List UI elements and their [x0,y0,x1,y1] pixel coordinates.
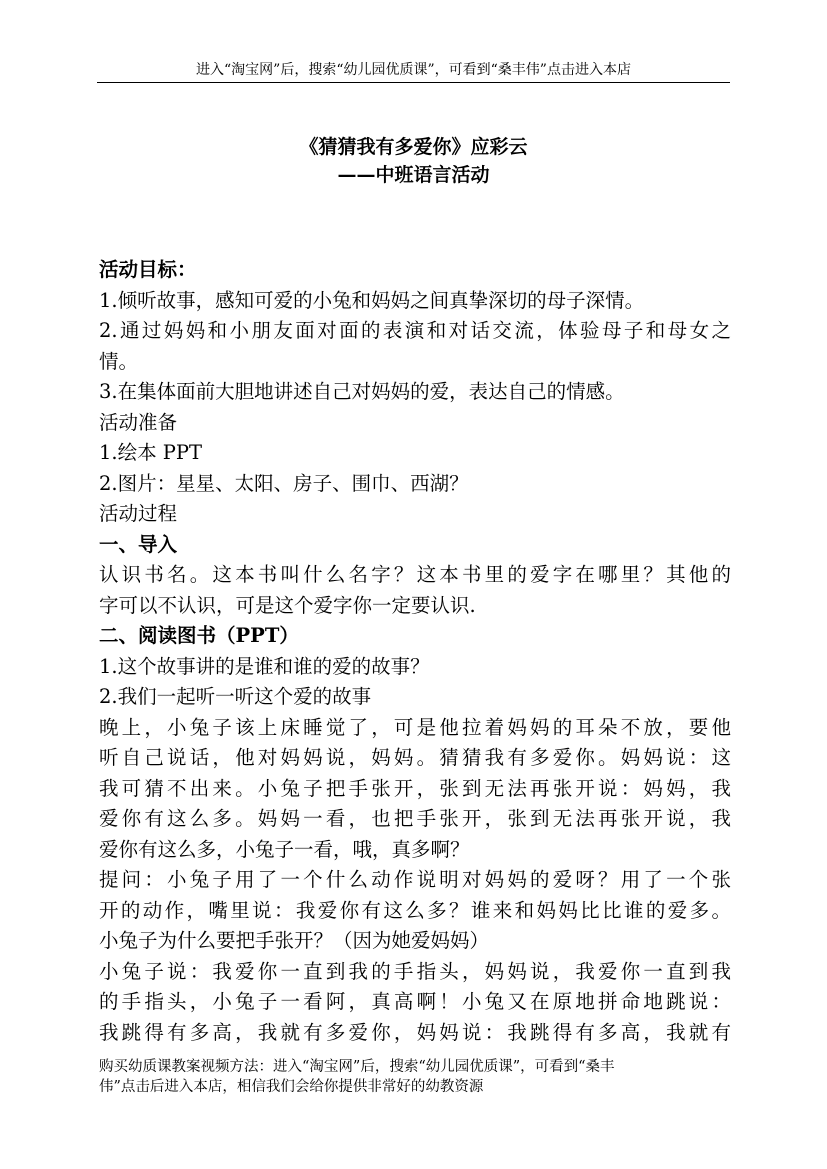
prep-item-2: 2.图片：星星、太阳、房子、围巾、西湖？ [99,471,469,495]
paragraph-line: 认识书名。这本书叫什么名字？这本书里的爱字在哪里？其他的 [99,563,731,586]
page-footer [99,1057,731,1097]
reading-item-2: 2.我们一起听一听这个爱的故事 [99,685,372,708]
title-subtitle: ——中班语言活动 [337,164,490,186]
story-line: 爱你有这么多。妈妈一看，也把手张开，张到无法再张开说，我 [99,807,731,830]
page-header [97,60,730,83]
question-line: 小兔子为什么要把手张开？（因为她爱妈妈） [99,929,490,952]
goal-item-3: 3.在集体面前大胆地讲述自己对妈妈的爱，表达自己的情感。 [99,380,625,403]
prep-item-1: 1.绘本 PPT [99,441,203,464]
story-line: 我跳得有多高，我就有多爱你，妈妈说：我跳得有多高，我就有 [99,1020,731,1044]
paragraph-line: 字可以不认识，可是这个爱字你一定要认识. [99,593,476,617]
title-main: 《猜猜我有多爱你》应彩云 [299,136,528,158]
story-line: 的手指头，小兔子一看阿，真高啊！小兔又在原地拼命地跳说： [99,990,731,1013]
reading-item-1: 1.这个故事讲的是谁和谁的爱的故事？ [99,654,430,678]
story-line: 晚上，小兔子该上床睡觉了，可是他拉着妈妈的耳朵不放，要他 [99,715,731,739]
section-heading-process: 活动过程 [99,502,178,525]
footer-line-2: 伟”点击后进入本店，相信我们会给你提供非常好的幼教资源 [99,1079,484,1095]
goal-item-2: 2.通过妈妈和小朋友面对面的表演和对话交流，体验母子和母女之 [99,319,731,342]
header-text: 进入“淘宝网”后，搜索“幼儿园优质课”，可看到“桑丰伟”点击进入本店 [196,62,631,78]
story-line: 我可猜不出来。小兔子把手张开，张到无法再张开说：妈妈，我 [99,776,731,800]
step-heading-reading: 二、阅读图书（PPT） [99,624,299,647]
story-line: 听自己说话，他对妈妈说，妈妈。猜猜我有多爱你。妈妈说：这 [99,746,731,769]
step-heading-intro: 一、导入 [99,532,178,556]
story-line: 爱你有这么多，小兔子一看，哦，真多啊？ [99,837,470,861]
goal-item-1: 1.倾听故事，感知可爱的小兔和妈妈之间真挚深切的母子深情。 [99,288,645,312]
section-heading-goals: 活动目标： [99,258,197,281]
question-line: 提问：小兔子用了一个什么动作说明对妈妈的爱呀？用了一个张 [99,868,731,891]
footer-line-1: 购买幼质课教案视频方法：进入“淘宝网”后，搜索“幼儿园优质课”，可看到“桑丰 [99,1059,615,1075]
goal-item-2-continued: 情。 [99,349,139,373]
section-heading-preparation: 活动准备 [99,410,178,434]
document-title [97,133,730,189]
document-body [99,255,731,1048]
story-line: 小兔子说：我爱你一直到我的手指头，妈妈说，我爱你一直到我 [99,959,731,983]
question-line: 开的动作，嘴里说：我爱你有这么多？谁来和妈妈比比谁的爱多。 [99,898,731,922]
